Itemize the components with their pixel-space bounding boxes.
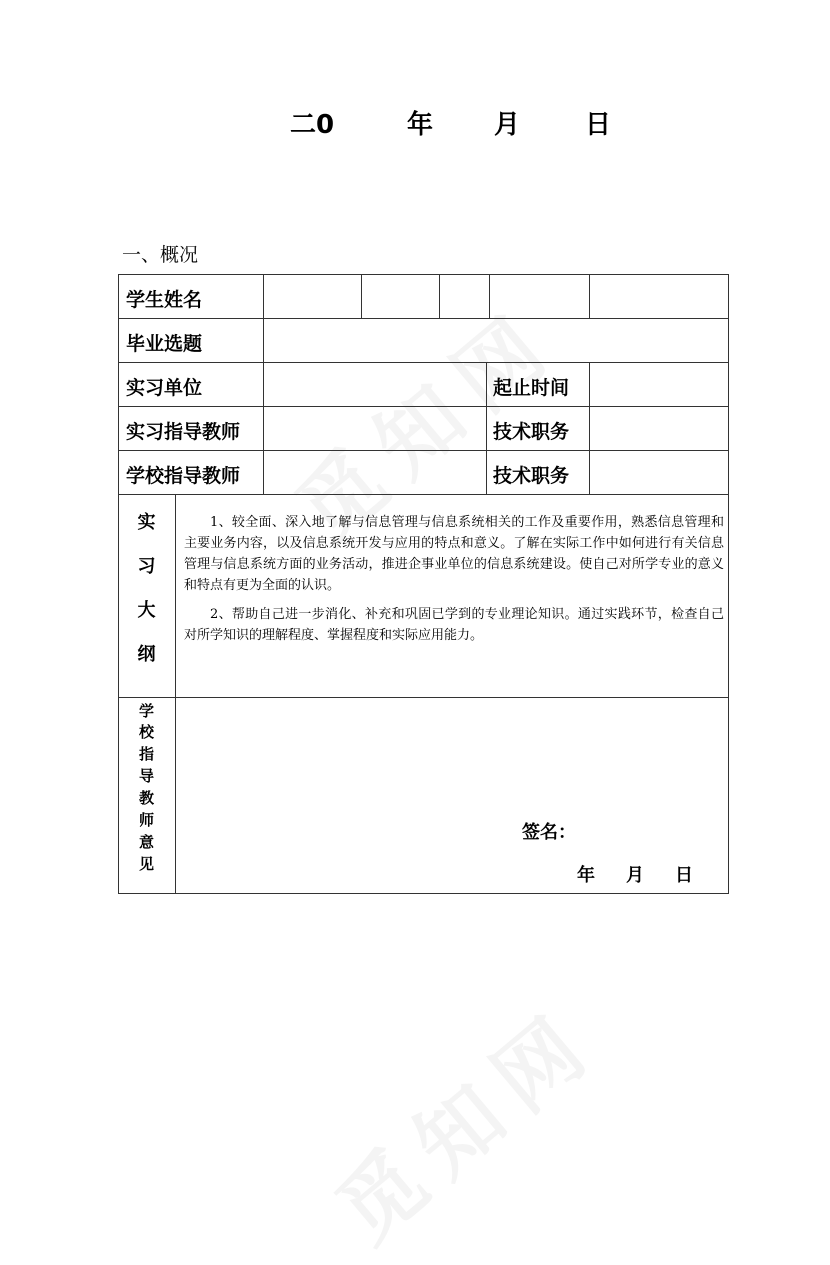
opinion-side-char: 校	[138, 723, 154, 741]
table-line	[361, 274, 362, 318]
table-line	[263, 274, 264, 494]
sign-month-label: 月	[626, 865, 644, 886]
outline-paragraph: 1、较全面、深入地了解与信息管理与信息系统相关的工作及重要作用，熟悉信息管理和主要业务内容，以及信息系统开发与应用的特点和意义。了解在实际工作中如何进行有关信息管理与信息系统方面的业务活动，推进企事业单位的信息系统建设。使自己对所学专业的意义和特点有更为全面的认识。	[184, 515, 724, 593]
opinion-side-char: 导	[138, 767, 154, 785]
table-line	[118, 406, 729, 407]
opinion-side-char: 教	[138, 789, 154, 807]
table-line	[118, 318, 729, 319]
table-line	[175, 494, 176, 894]
tech-title-label: 技术职务	[493, 421, 570, 443]
date-day-label: 日	[585, 110, 612, 140]
school-advisor-label: 学校指导教师	[126, 465, 241, 487]
student-name-label: 学生姓名	[126, 289, 203, 311]
opinion-side-char: 见	[138, 855, 154, 873]
outline-side-char: 纲	[137, 644, 156, 665]
sign-day-label: 日	[675, 865, 693, 886]
table-line	[589, 362, 590, 494]
table-line	[118, 697, 729, 698]
opinion-side-char: 指	[138, 745, 154, 763]
internship-unit-label: 实习单位	[126, 377, 203, 399]
opinion-side-char: 学	[138, 702, 154, 720]
period-label: 起止时间	[493, 377, 570, 399]
table-line	[118, 494, 729, 495]
opinion-side-char: 师	[138, 811, 154, 829]
tech-title-label: 技术职务	[493, 465, 570, 487]
outline-side-char: 实	[137, 512, 156, 533]
table-line	[118, 362, 729, 363]
outline-paragraph: 2、帮助自己进一步消化、补充和巩固已学到的专业理论知识。通过实践环节，检查自己对所学知识的理解程度、掌握程度和实际应用能力。	[184, 607, 724, 643]
date-year-prefix: 二0	[290, 110, 335, 140]
table-line	[118, 274, 729, 275]
sign-year-label: 年	[577, 865, 595, 886]
table-line	[118, 893, 729, 894]
date-month-label: 月	[494, 110, 521, 140]
internship-advisor-label: 实习指导教师	[126, 421, 241, 443]
table-line	[439, 274, 440, 318]
outline-content	[184, 512, 724, 654]
table-line	[728, 274, 729, 894]
table-line	[589, 274, 590, 318]
table-line	[489, 274, 490, 318]
outline-side-char: 习	[137, 556, 156, 577]
table-line	[486, 362, 487, 494]
opinion-side-char: 意	[138, 833, 154, 851]
thesis-topic-label: 毕业选题	[126, 333, 203, 355]
table-line	[118, 450, 729, 451]
signature-label: 签名：	[522, 822, 576, 843]
outline-side-char: 大	[137, 600, 156, 621]
date-year-label: 年	[407, 110, 434, 140]
section-heading: 一、概况	[122, 244, 199, 266]
